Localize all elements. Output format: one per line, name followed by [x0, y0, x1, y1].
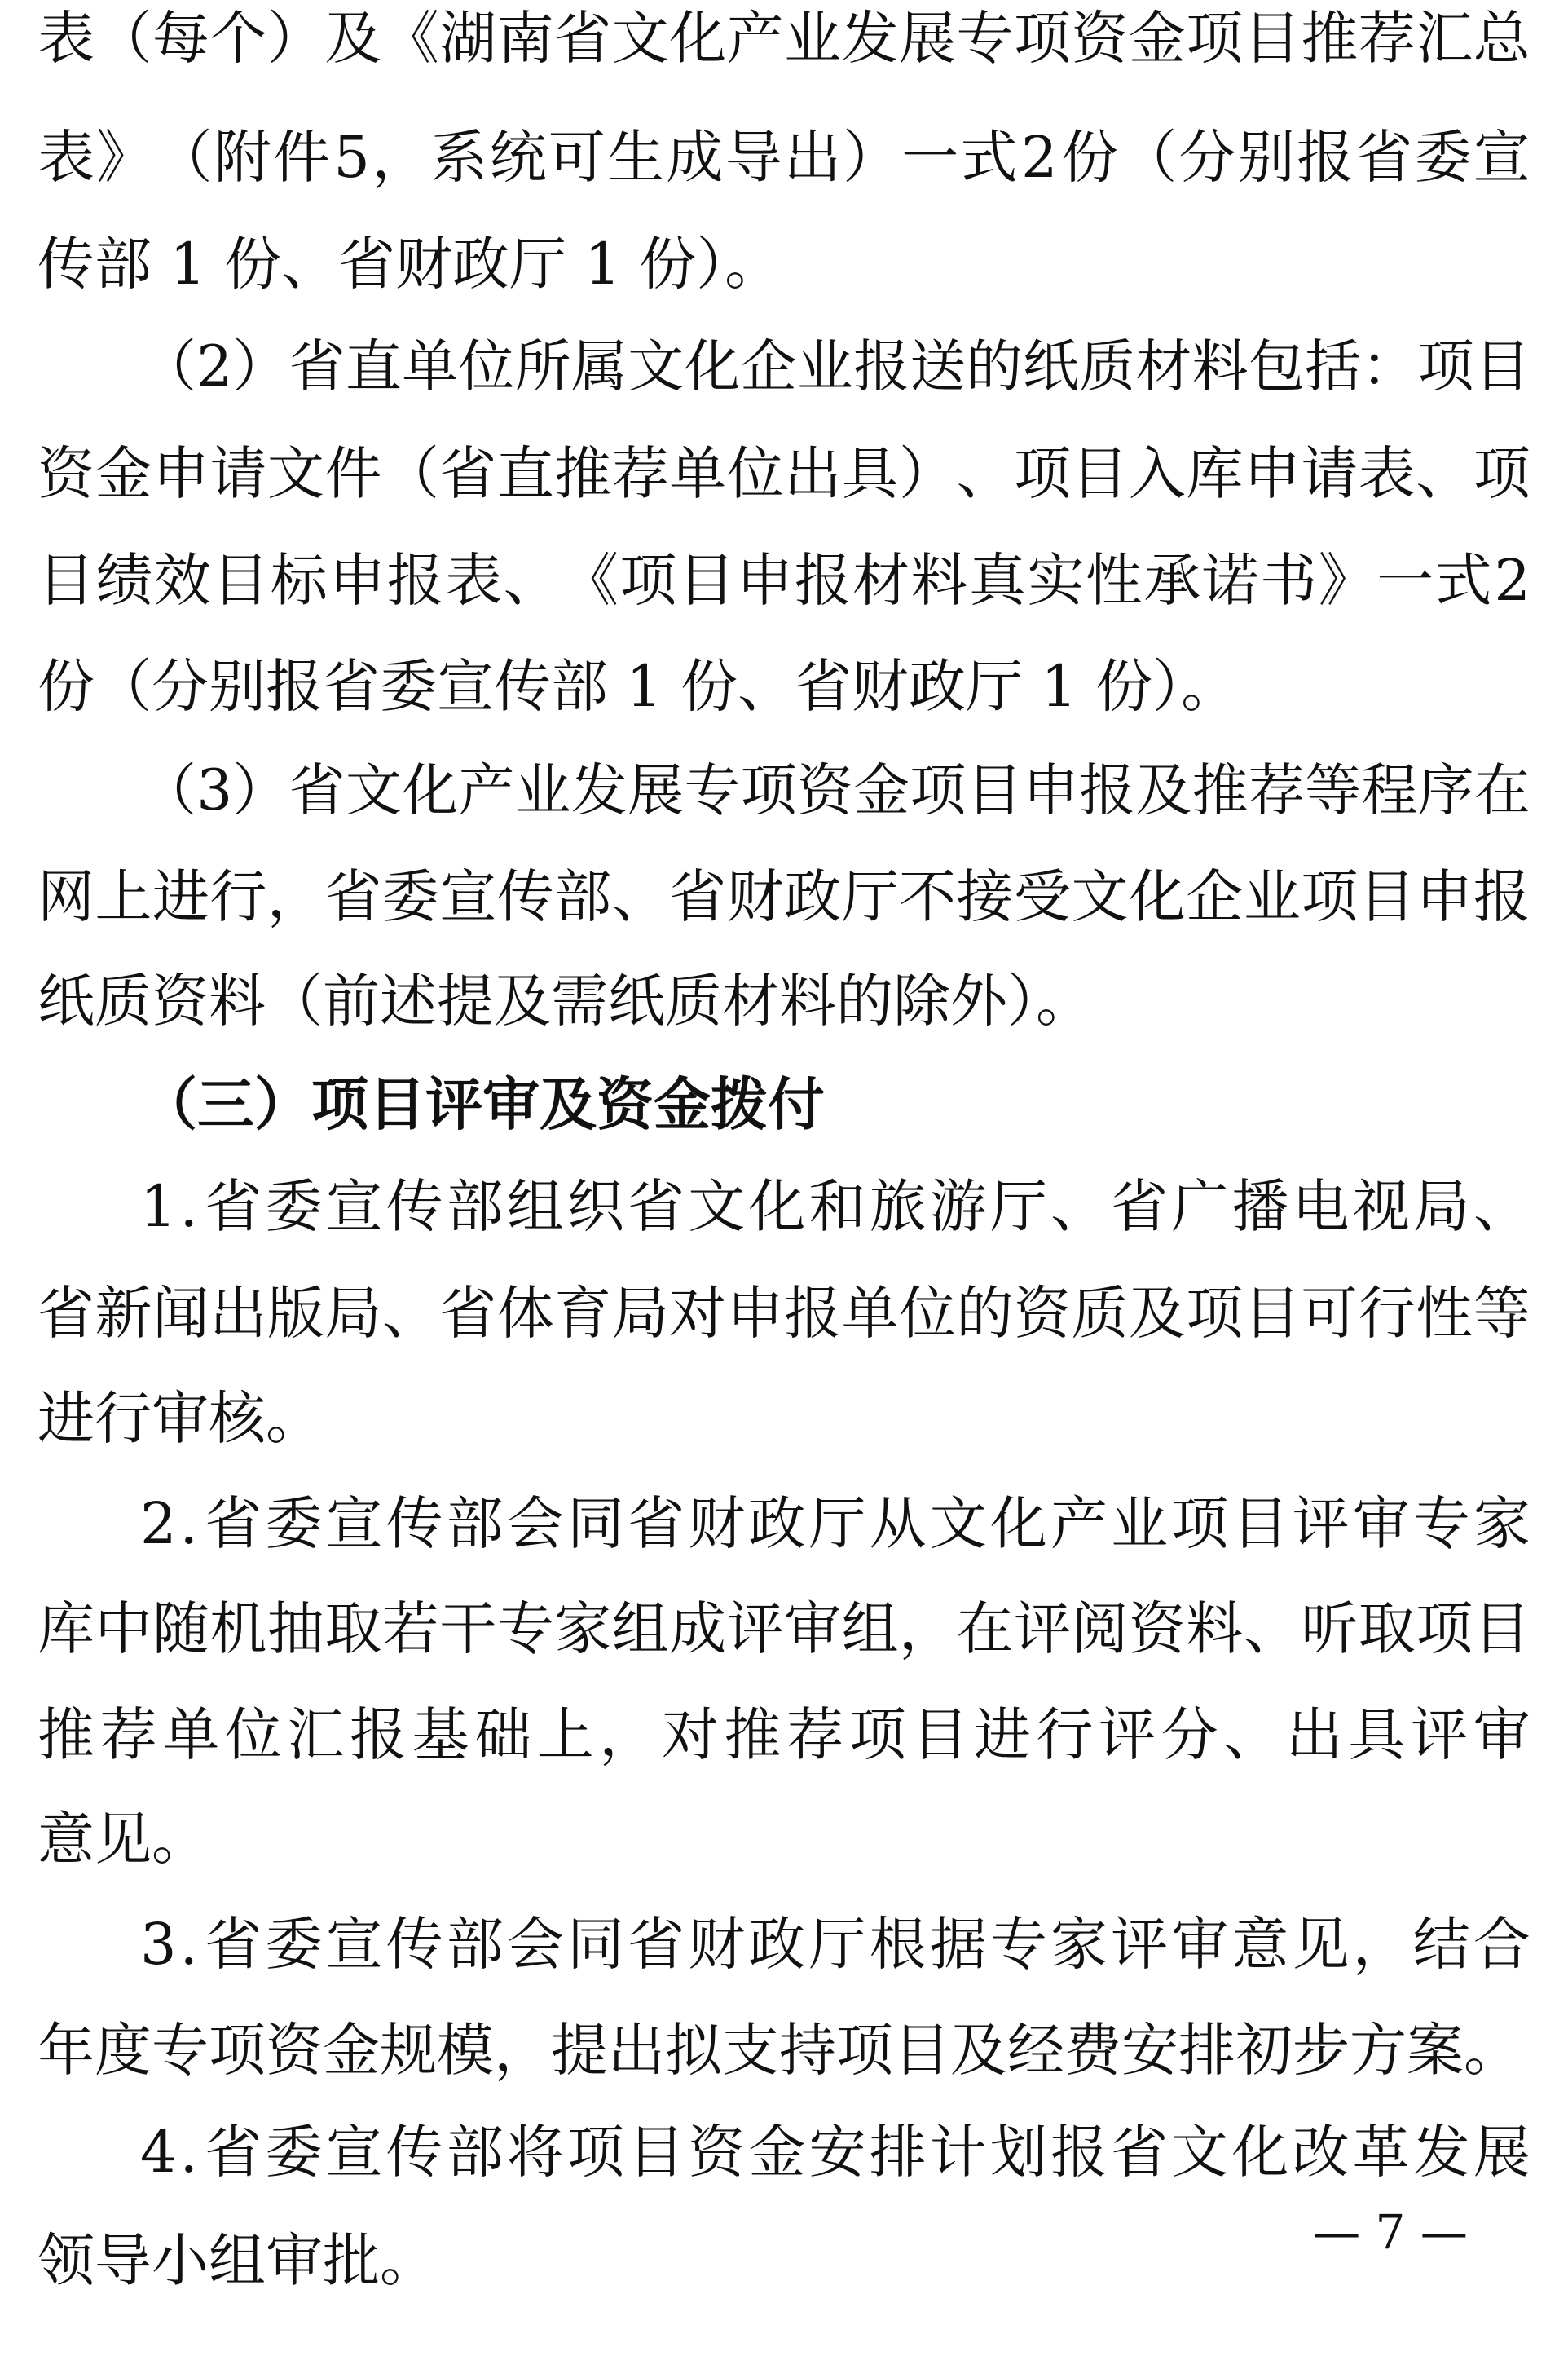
- text-line-content: 省 新 闻 出 版 局 、 省 体 育 局 对 申 报 单 位 的 资 质 及 项 目 可 行 性 等: [37, 1280, 1531, 1347]
- text-line: [37, 650, 1531, 723]
- text-line: [37, 121, 1531, 194]
- text-line: [37, 860, 1531, 933]
- text-line-content: 3 . 省 委 宣 传 部 会 同 省 财 政 厅 根 据 专 家 评 审 意 见 ， 结 合: [140, 1911, 1531, 1978]
- text-line-content: 网 上 进 行 ， 省 委 宣 传 部 、 省 财 政 厅 不 接 受 文 化 企 业 项 目 申 报: [37, 863, 1531, 930]
- text-line: [37, 1592, 1531, 1665]
- paragraph-first-line: [140, 330, 1531, 404]
- text-line: [37, 1698, 1531, 1771]
- text-line-content: 表 》 （ 附 件 5 ， 系 统 可 生 成 导 出 ） 一 式 2 份 （ 分 别 报 省 委 宣: [37, 124, 1531, 191]
- section-heading-text: （三）项目评审及资金拨付: [140, 1070, 825, 1138]
- text-line: [37, 2, 1531, 75]
- paragraph-first-line: [140, 1170, 1531, 1243]
- text-line: [37, 1382, 1531, 1455]
- text-line-content: 进行审核。: [37, 1385, 323, 1452]
- text-line-content: 份（分别报省委宣传部 1 份、省财政厅 1 份）。: [37, 653, 1239, 720]
- text-line-content: 1 . 省 委 宣 传 部 组 织 省 文 化 和 旅 游 厅 、 省 广 播 电 视 局 、: [140, 1173, 1531, 1240]
- text-line-content: 意见。: [37, 1806, 209, 1873]
- text-line-content: 库 中 随 机 抽 取 若 干 专 家 组 成 评 审 组 ， 在 评 阅 资 料 、 听 取 项 目: [37, 1595, 1531, 1662]
- text-line: [37, 1277, 1531, 1350]
- text-line: [37, 964, 1531, 1038]
- text-line-content: 2 . 省 委 宣 传 部 会 同 省 财 政 厅 从 文 化 产 业 项 目 评 审 专 家: [140, 1490, 1531, 1557]
- text-line: [37, 437, 1531, 510]
- paragraph-first-line: [140, 754, 1531, 827]
- text-line-content: 领导小组审批。: [37, 2227, 437, 2294]
- text-line-content: 表 （ 每 个 ） 及 《 湖 南 省 文 化 产 业 发 展 专 项 资 金 项 目 推 荐 汇 总: [37, 5, 1531, 72]
- text-line-content: 4 . 省 委 宣 传 部 将 项 目 资 金 安 排 计 划 报 省 文 化 改 革 发 展: [140, 2119, 1531, 2186]
- text-line-content: 年度专项资金规模，提出拟支持项目及经费安排初步方案。: [37, 2017, 1521, 2084]
- paragraph-first-line: [140, 1487, 1531, 1560]
- text-line: [37, 2014, 1531, 2087]
- text-line-content: 目 绩 效 目 标 申 报 表 、 《 项 目 申 报 材 料 真 实 性 承 诺 书 》 一 式 2: [37, 547, 1531, 614]
- text-line-content: 资 金 申 请 文 件 （ 省 直 推 荐 单 位 出 具 ） 、 项 目 入 库 申 请 表 、 项: [37, 440, 1531, 507]
- paragraph-first-line: [140, 2115, 1531, 2189]
- page-number: — 7 —: [1313, 2204, 1468, 2260]
- text-line: [37, 1802, 1531, 1876]
- text-line: [37, 227, 1531, 301]
- text-line-content: （ 3 ） 省 文 化 产 业 发 展 专 项 资 金 项 目 申 报 及 推 荐 等 程 序 在: [140, 758, 1531, 823]
- text-line-content: 纸质资料（前述提及需纸质材料的除外）。: [37, 968, 1093, 1035]
- section-heading: [140, 1068, 1531, 1141]
- paragraph-first-line: [140, 1908, 1531, 1981]
- text-line-content: 传部 1 份、省财政厅 1 份）。: [37, 231, 782, 298]
- text-line-content: （ 2 ） 省 直 单 位 所 属 文 化 企 业 报 送 的 纸 质 材 料 包 括 ： 项 目: [140, 334, 1531, 399]
- text-line-content: 推 荐 单 位 汇 报 基 础 上 ， 对 推 荐 项 目 进 行 评 分 、 出 具 评 审: [37, 1701, 1531, 1768]
- text-line: [37, 544, 1531, 617]
